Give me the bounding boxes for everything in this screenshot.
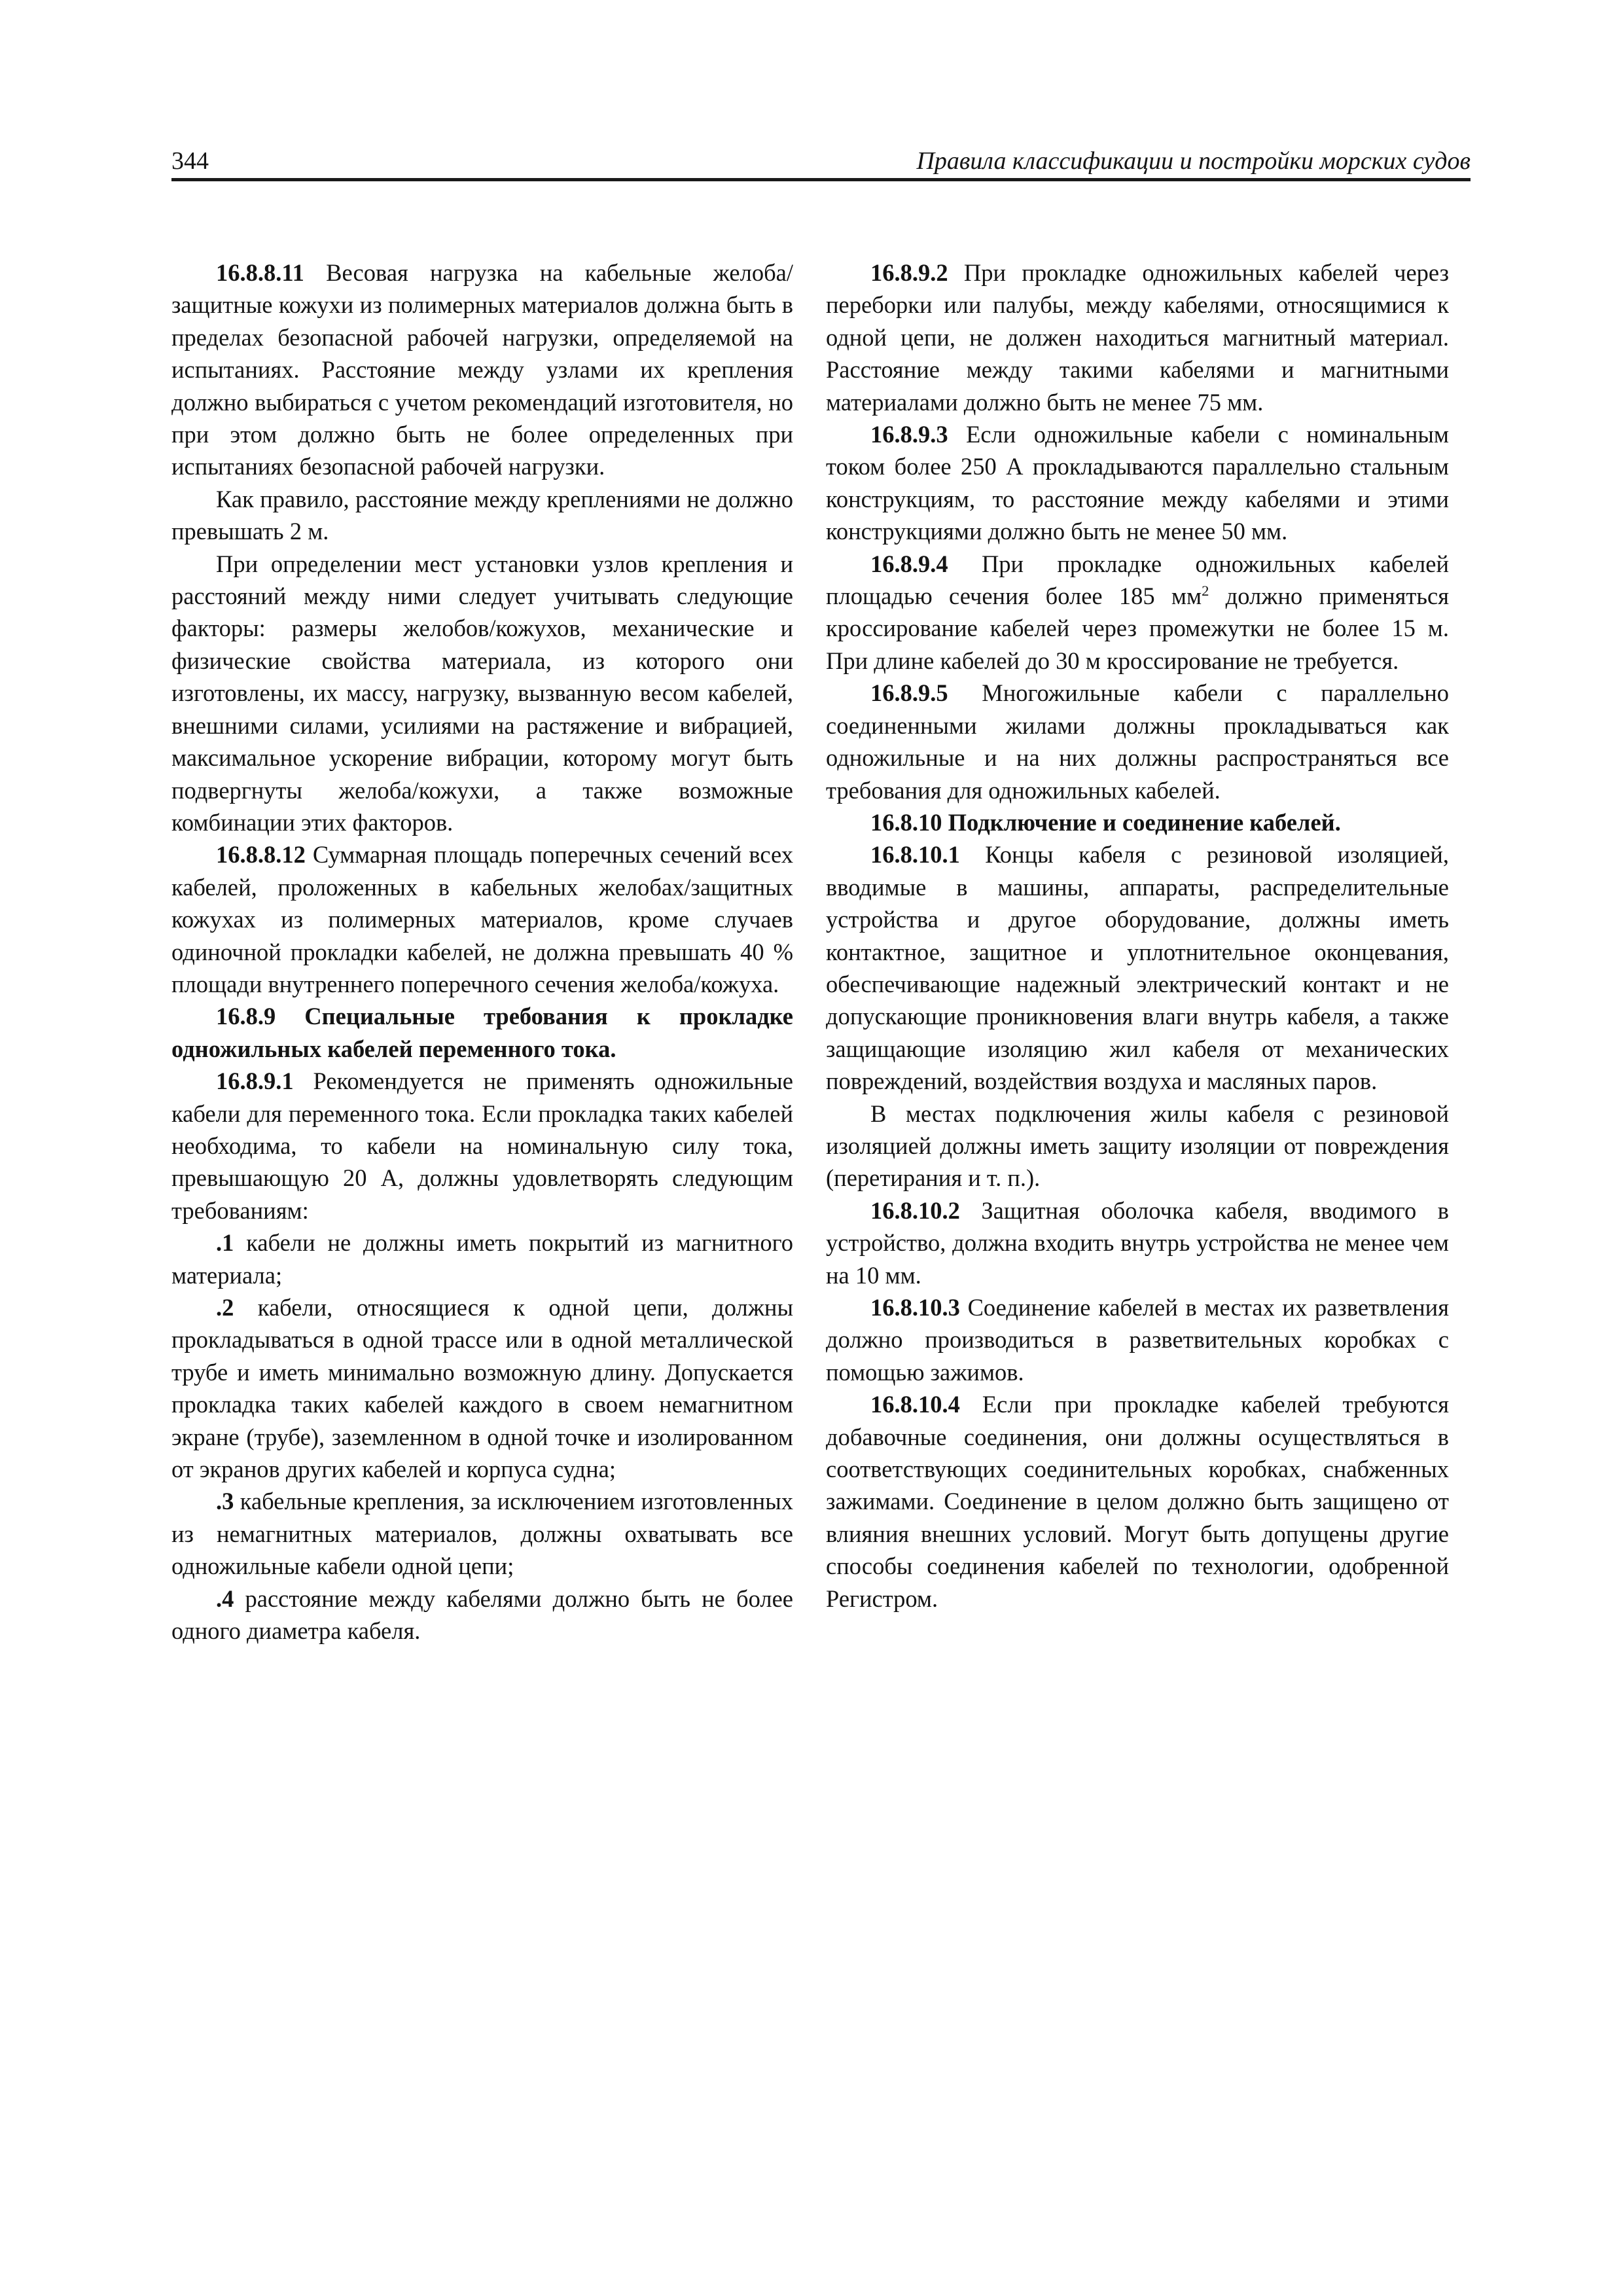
clause-number: 16.8.8.12: [216, 841, 306, 869]
paragraph-text: Суммарная площадь поперечных сечений всех кабелей, проложенных в кабельных желобах/защитных кожухах из полимерных материалов, кроме случаев одиночной прокладки кабелей, не должна превышать 40 % площади внутреннего поперечного сечения желоба/кожуха.: [171, 841, 793, 997]
item-number: .2: [216, 1294, 234, 1321]
paragraph-text: Если при прокладке кабелей требуются добавочные соединения, они должны осуществляться в соответствующих соединительных коробках, снабженных зажимами. Соединение в целом должно быть защищено от влияния внешних условий. Могут быть допущены другие способы соединения кабелей по технологии, одобренной Регистром.: [826, 1391, 1449, 1612]
clause-number: 16.8.9.5: [870, 679, 948, 707]
clause-number: 16.8.10.1: [870, 841, 960, 869]
paragraph-16-8-8-11: [171, 257, 793, 483]
clause-number: 16.8.9.2: [870, 259, 948, 286]
superscript: 2: [1202, 582, 1209, 599]
paragraph-text: При прокладке одножильных кабелей через переборки или палубы, между кабелями, относящимися к одной цепи, не должен находиться магнитный материал. Расстояние между такими кабелями и магнитными материалами должно быть не менее 75 мм.: [826, 259, 1449, 416]
paragraph-text: Если одножильные кабели с номинальным током более 250 А прокладываются параллельно стальным конструкциям, то расстояние между кабелями и этими конструкциями должно быть не менее 50 мм.: [826, 421, 1449, 545]
paragraph-16-8-8-12: [171, 838, 793, 1000]
paragraph-16-8-10-4: [826, 1388, 1449, 1615]
paragraph-16-8-9-3: [826, 418, 1449, 548]
clause-number: 16.8.10.2: [870, 1196, 960, 1224]
paragraph-spacing-note: Как правило, расстояние между креплениями не должно превышать 2 м.: [171, 485, 793, 545]
paragraph-text: Защитная оболочка кабеля, вводимого в устройство, должна входить внутрь устройства не менее чем на 10 мм.: [826, 1196, 1449, 1289]
item-text: кабели не должны иметь покрытий из магнитного материала;: [171, 1229, 793, 1289]
paragraph-factors: При определении мест установки узлов крепления и расстояний между ними следует учитывать следующие факторы: размеры желобов/кожухов, механические и физические свойства материала, из которого они изготовлены, их массу, нагрузку, вызванную весом кабелей, внешними силами, усилиями на растяжение и вибрацией, максимальное ускорение вибрации, которому могут быть подвергнуты желоба/кожухи, а также возможные комбинации этих факторов.: [171, 550, 793, 836]
paragraph-connection-note: В местах подключения жилы кабеля с резиновой изоляцией должны иметь защиту изоляции от повреждения (перетирания и т. п.).: [826, 1100, 1449, 1192]
section-heading-text: 16.8.10 Подключение и соединение кабелей.: [870, 808, 1341, 836]
section-heading-text: 16.8.9 Специальные требования к прокладке одножильных кабелей переменного тока.: [171, 1003, 793, 1062]
item-text: расстояние между кабелями должно быть не более одного диаметра кабеля.: [171, 1585, 793, 1645]
clause-number: 16.8.9.3: [870, 421, 948, 448]
paragraph-text: Концы кабеля с резиновой изоляцией, вводимые в машины, аппараты, распределительные устройства и другое оборудование, должны иметь контактное, защитное и уплотнительное оконцевания, обеспечивающие надежный электрический контакт и не допускающие проникновения влаги внутрь кабеля, а также защищающие изоляцию жил кабеля от механических повреждений, воздействия воздуха и масляных паров.: [826, 841, 1449, 1095]
item-text: кабельные крепления, за исключением изготовленных из немагнитных материалов, должны охватывать все одножильные кабели одной цепи;: [171, 1488, 793, 1580]
clause-number: 16.8.10.4: [870, 1391, 960, 1418]
section-heading-16-8-9: [171, 1000, 793, 1065]
clause-number: 16.8.8.11: [216, 259, 304, 286]
paragraph-text: Рекомендуется не применять одножильные кабели для переменного тока. Если прокладка таких кабелей необходима, то кабели на номинальную силу тока, превышающую 20 А, должны удовлетворять следующим требованиям:: [171, 1067, 793, 1224]
item-number: .4: [216, 1585, 234, 1612]
item-text: кабели, относящиеся к одной цепи, должны прокладываться в одной трассе или в одной металлической трубе и иметь минимально возможную длину. Допускается прокладка таких кабелей каждого в своем немагнитном экране (трубе), заземленном в одной точке и изолированном от экранов других кабелей и корпуса судна;: [171, 1294, 793, 1483]
right-column: [826, 257, 1449, 1615]
paragraph-text-continued: должно применяться кроссирование кабелей через промежутки не более 15 м. При длине кабелей до 30 м кроссирование не требуется.: [826, 583, 1450, 674]
item-number: .3: [216, 1488, 234, 1515]
left-column: [171, 257, 793, 1647]
paragraph-16-8-9-4: [826, 548, 1449, 677]
section-heading-16-8-10: [826, 806, 1449, 838]
running-title: Правила классификации и постройки морских судов: [916, 147, 1471, 175]
paragraph-16-8-10-3: [826, 1291, 1449, 1388]
list-item: [171, 1291, 793, 1485]
page-header: [171, 143, 1471, 181]
list-item: [171, 1583, 793, 1647]
paragraph-16-8-10-2: [826, 1194, 1449, 1291]
paragraph-16-8-9-1: [171, 1065, 793, 1227]
paragraph-text: Весовая нагрузка на кабельные желоба/защитные кожухи из полимерных материалов должна быть в пределах безопасной рабочей нагрузки, определяемой на испытаниях. Расстояние между узлами их крепления должно выбираться с учетом рекомендаций изготовителя, но при этом должно быть не более определенных при испытаниях безопасной рабочей нагрузки.: [171, 259, 793, 480]
item-number: .1: [216, 1229, 234, 1257]
paragraph-16-8-9-2: [826, 257, 1449, 418]
paragraph-16-8-10-1: [826, 838, 1449, 1097]
paragraph-text: При прокладке одножильных кабелей площадью сечения более 185 мм: [826, 550, 1449, 610]
clause-number: 16.8.9.1: [216, 1067, 294, 1095]
clause-number: 16.8.10.3: [870, 1294, 960, 1321]
paragraph-text: Многожильные кабели с параллельно соединенными жилами должны прокладываться как одножильные и на них должны распространяться все требования для одножильных кабелей.: [826, 679, 1449, 804]
list-item: [171, 1227, 793, 1291]
list-item: [171, 1485, 793, 1582]
paragraph-16-8-9-5: [826, 677, 1449, 806]
page-number: 344: [171, 147, 209, 175]
paragraph-text: Соединение кабелей в местах их разветвления должно производиться в разветвительных коробках с помощью зажимов.: [826, 1294, 1449, 1386]
clause-number: 16.8.9.4: [870, 550, 948, 577]
